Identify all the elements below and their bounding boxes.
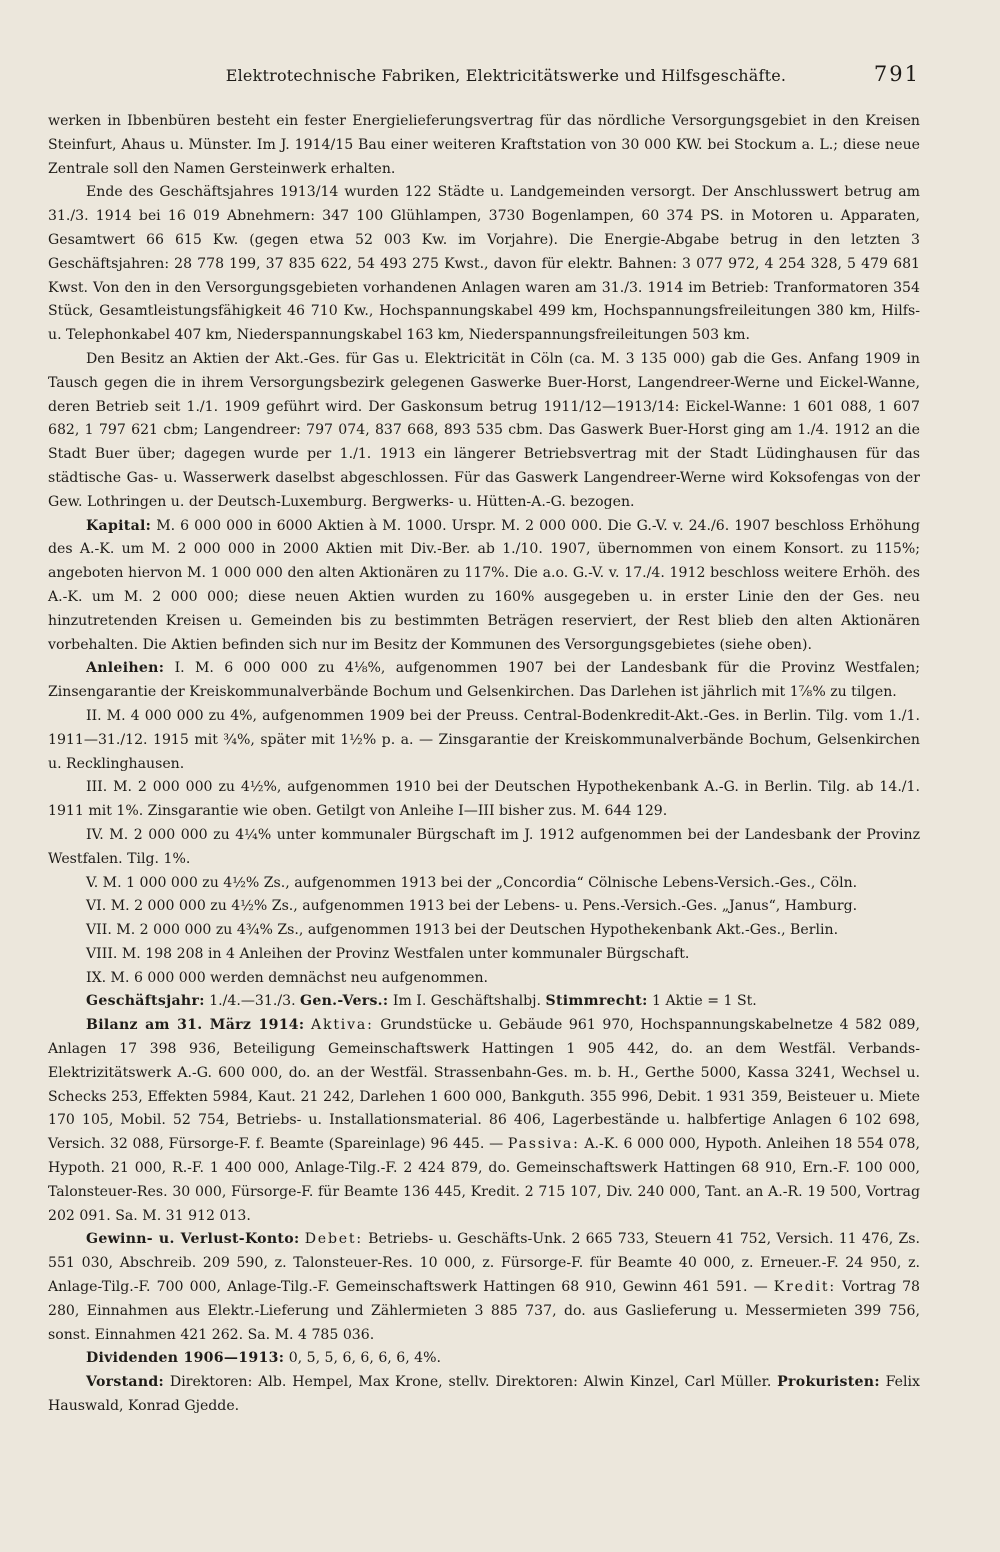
page-header-title: Elektrotechnische Fabriken, Elektricitätswerke und Hilfsgeschäfte. bbox=[225, 66, 787, 85]
paragraph-text: 1./4.—31./3. bbox=[204, 993, 301, 1010]
paragraph-text: Den Besitz an Aktien der Akt.-Ges. für Gas u. Elektricität in Cöln (ca. M. 3 135 000) gab die Ges. Anfang 1909 in Tausch gegen die in ihrem Versorgungsbezirk gelegenen Gaswerke Buer-Horst, Langendreer-Werne und Eickel-Wanne, deren Betrieb seit 1./1. 1909 geführt wird. Der Gaskonsum betrug 1911/12—1913/14: Eickel-Wanne: 1 601 088, 1 607 682, 1 797 621 cbm; Langendreer: 797 074, 837 668, 893 535 cbm. Das Gaswerk Buer-Horst ging am 1./4. 1912 an die Stadt Buer über; dagegen wurde per 1./1. 1913 ein längerer Betriebsvertrag mit der Stadt Lüdinghausen für das städtische Gas- u. Wasserwerk daselbst abgeschlossen. Für das Gaswerk Langendreer-Werne wird Koksofengas von der Gew. Lothringen u. der Deutsch-Luxemburg. Bergwerks- u. Hütten-A.-G. bezogen. bbox=[48, 350, 920, 510]
section-heading: Bilanz am 31. März 1914: bbox=[86, 1017, 305, 1034]
running-header bbox=[48, 62, 920, 102]
section-heading: Dividenden 1906—1913: bbox=[86, 1350, 285, 1367]
paragraph bbox=[48, 943, 920, 967]
paragraph-text: Ende des Geschäftsjahres 1913/14 wurden 122 Städte u. Landgemeinden versorgt. Der Anschlusswert betrug am 31./3. 1914 bei 16 019 Abnehmern: 347 100 Glühlampen, 3730 Bogenlampen, 60 374 PS. in Motoren u. Apparaten, Gesamtwert 66 615 Kw. (gegen etwa 52 003 Kw. im Vorjahre). Die Energie-Abgabe betrug in den letzten 3 Geschäftsjahren: 28 778 199, 37 835 622, 54 493 275 Kwst., davon für elektr. Bahnen: 3 077 972, 4 254 328, 5 479 681 Kwst. Von den in den Versorgungsgebieten vorhandenen Anlagen waren am 31./3. 1914 im Betrieb: Tranformatoren 354 Stück, Gesamtleistungsfähigkeit 46 710 Kw., Hochspannungskabel 499 km, Hochspannungsfreileitungen 380 km, Hilfs- u. Telephonkabel 407 km, Niederspannungskabel 163 km, Niederspannungsfreileitungen 503 km. bbox=[48, 184, 920, 344]
paragraph-text: 0, 5, 5, 6, 6, 6, 6, 4%. bbox=[284, 1350, 442, 1367]
paragraph-text: IV. M. 2 000 000 zu 4¼% unter kommunaler Bürgschaft im J. 1912 aufgenommen bei der Landesbank der Provinz Westfalen. Tilg. 1%. bbox=[48, 826, 920, 867]
paragraph bbox=[48, 990, 920, 1014]
paragraph bbox=[48, 181, 920, 348]
paragraph bbox=[48, 515, 920, 658]
paragraph-text: VIII. M. 198 208 in 4 Anleihen der Provinz Westfalen unter kommunaler Bürgschaft. bbox=[86, 945, 690, 962]
paragraph-text: I. M. 6 000 000 zu 4⅛%, aufgenommen 1907 bei der Landesbank für die Provinz Westfalen; Zinsengarantie der Kreiskommunalverbände Bochum und Gelsenkirchen. Das Darlehen ist jährlich mit 1⅞% zu tilgen. bbox=[48, 660, 920, 701]
paragraph bbox=[48, 348, 920, 515]
ledger-label: Passiva: bbox=[507, 1136, 580, 1153]
paragraph bbox=[48, 705, 920, 776]
paragraph-text: A.-K. 6 000 000, Hypoth. Anleihen 18 554 078, Hypoth. 21 000, R.-F. 1 400 000, Anlage-Tilg.-F. 2 424 879, do. Gemeinschaftswerk Hattingen 68 910, Ern.-F. 100 000, Talonsteuer-Res. 30 000, Fürsorge-F. für Beamte 136 445, Kredit. 2 715 107, Div. 240 000, Tant. an A.-R. 19 500, Vortrag 202 091. Sa. M. 31 912 013. bbox=[48, 1136, 920, 1224]
paragraph bbox=[48, 1371, 920, 1419]
paragraph-text: VII. M. 2 000 000 zu 4¾% Zs., aufgenommen 1913 bei der Deutschen Hypothekenbank Akt.-Ges., Berlin. bbox=[86, 922, 839, 939]
section-heading: Gewinn- u. Verlust-Konto: bbox=[86, 1231, 300, 1248]
paragraph bbox=[48, 1228, 920, 1347]
ledger-label: Kredit: bbox=[773, 1279, 836, 1296]
paragraph bbox=[48, 1014, 920, 1228]
section-heading: Vorstand: bbox=[86, 1374, 165, 1391]
paragraph-text: 1 Aktie = 1 St. bbox=[647, 993, 757, 1010]
section-heading: Anleihen: bbox=[86, 660, 165, 677]
paragraph bbox=[48, 110, 920, 181]
paragraph-text: M. 6 000 000 in 6000 Aktien à M. 1000. Urspr. M. 2 000 000. Die G.-V. v. 24./6. 1907 beschloss Erhöhung des A.-K. um M. 2 000 000 in 2000 Aktien mit Div.-Ber. ab 1./10. 1907, übernommen von einem Konsort. zu 115%; angeboten hiervon M. 1 000 000 den alten Aktionären zu 117%. Die a.o. G.-V. v. 17./4. 1912 beschloss weitere Erhöh. des A.-K. um M. 2 000 000; diese neuen Aktien wurden zu 160% ausgegeben u. in erster Linie den der Ges. neu hinzutretenden Kreisen u. Gemeinden bis zu bestimmten Beträgen reserviert, der Rest blieb den alten Aktionären vorbehalten. Die Aktien befinden sich nur im Besitz der Kommunen des Versorgungsgebietes (siehe oben). bbox=[48, 517, 920, 653]
section-heading: Prokuristen: bbox=[777, 1374, 880, 1391]
document-body bbox=[48, 110, 920, 1419]
paragraph bbox=[48, 967, 920, 991]
paragraph bbox=[48, 872, 920, 896]
paragraph-text: II. M. 4 000 000 zu 4%, aufgenommen 1909 bei der Preuss. Central-Bodenkredit-Akt.-Ges. in Berlin. Tilg. vom 1./1. 1911—31./12. 1915 mit ¾%, später mit 1½% p. a. — Zinsgarantie der Kreiskommunalverbände Bochum, Gelsenkirchen u. Recklinghausen. bbox=[48, 707, 920, 772]
section-heading: Geschäftsjahr: bbox=[86, 993, 205, 1010]
page-number: 791 bbox=[873, 62, 920, 86]
paragraph bbox=[48, 657, 920, 705]
paragraph-text: Felix Hauswald, Konrad Gjedde. bbox=[48, 1374, 920, 1415]
paragraph-text: Direktoren: Alb. Hempel, Max Krone, stellv. Direktoren: Alwin Kinzel, Carl Müller. bbox=[164, 1374, 778, 1391]
section-heading: Stimmrecht: bbox=[545, 993, 648, 1010]
paragraph bbox=[48, 919, 920, 943]
paragraph bbox=[48, 895, 920, 919]
paragraph-text: Grundstücke u. Gebäude 961 970, Hochspannungskabelnetze 4 582 089, Anlagen 17 398 936, Beteiligung Gemeinschaftswerk Hattingen 1 905 442, do. an dem Westfäl. Verbands-Elektrizitätswerk A.-G. 600 000, do. an der Westfäl. Strassenbahn-Ges. m. b. H., Gerthe 5000, Kassa 3241, Wechsel u. Schecks 253, Effekten 5984, Kaut. 21 242, Darlehen 1 600 000, Bankguth. 355 996, Debit. 1 931 359, Beisteuer u. Miete 170 105, Mobil. 52 754, Betriebs- u. Installationsmaterial. 86 406, Lagerbestände u. halbfertige Anlagen 6 102 698, Versich. 32 088, Fürsorge-F. f. Beamte (Spareinlage) 96 445. — bbox=[48, 1017, 921, 1153]
paragraph bbox=[48, 1347, 920, 1371]
paragraph-text: IX. M. 6 000 000 werden demnächst neu aufgenommen. bbox=[86, 969, 488, 986]
paragraph bbox=[48, 824, 920, 872]
ledger-label: Debet: bbox=[304, 1231, 363, 1248]
paragraph-text: V. M. 1 000 000 zu 4½% Zs., aufgenommen 1913 bei der „Concordia“ Cölnische Lebens-Versich.-Ges., Cöln. bbox=[86, 874, 858, 891]
paragraph-text: Vortrag 78 280, Einnahmen aus Elektr.-Lieferung und Zählermieten 3 885 737, do. aus Gaslieferung u. Messermieten 399 756, sonst. Einnahmen 421 262. Sa. M. 4 785 036. bbox=[48, 1279, 921, 1343]
paragraph-text: Betriebs- u. Geschäfts-Unk. 2 665 733, Steuern 41 752, Versich. 11 476, Zs. 551 030, Abschreib. 209 590, z. Talonsteuer-Res. 10 000, z. Fürsorge-F. für Beamte 40 000, z. Erneuer.-F. 24 950, z. Anlage-Tilg.-F. 700 000, Anlage-Tilg.-F. Gemeinschaftswerk Hattingen 68 910, Gewinn 461 591. — bbox=[48, 1231, 921, 1296]
paragraph-text: III. M. 2 000 000 zu 4½%, aufgenommen 1910 bei der Deutschen Hypothekenbank A.-G. in Berlin. Tilg. ab 14./1. 1911 mit 1%. Zinsgarantie wie oben. Getilgt von Anleihe I—III bisher zus. M. 644 129. bbox=[48, 779, 920, 820]
paragraph-text: werken in Ibbenbüren besteht ein fester Energielieferungsvertrag für das nördliche Versorgungsgebiet in den Kreisen Steinfurt, Ahaus u. Münster. Im J. 1914/15 Bau einer weiteren Kraftstation von 30 000 KW. bei Stockum a. L.; diese neue Zentrale soll den Namen Gersteinwerk erhalten. bbox=[48, 113, 920, 177]
paragraph-text: VI. M. 2 000 000 zu 4½% Zs., aufgenommen 1913 bei der Lebens- u. Pens.-Versich.-Ges. „Janus“, Hamburg. bbox=[86, 898, 858, 915]
paragraph-text: Im I. Geschäftshalbj. bbox=[388, 993, 546, 1010]
ledger-label: Aktiva: bbox=[311, 1017, 374, 1034]
section-heading: Kapital: bbox=[86, 517, 152, 534]
section-heading: Gen.-Vers.: bbox=[300, 993, 389, 1010]
paragraph bbox=[48, 776, 920, 824]
